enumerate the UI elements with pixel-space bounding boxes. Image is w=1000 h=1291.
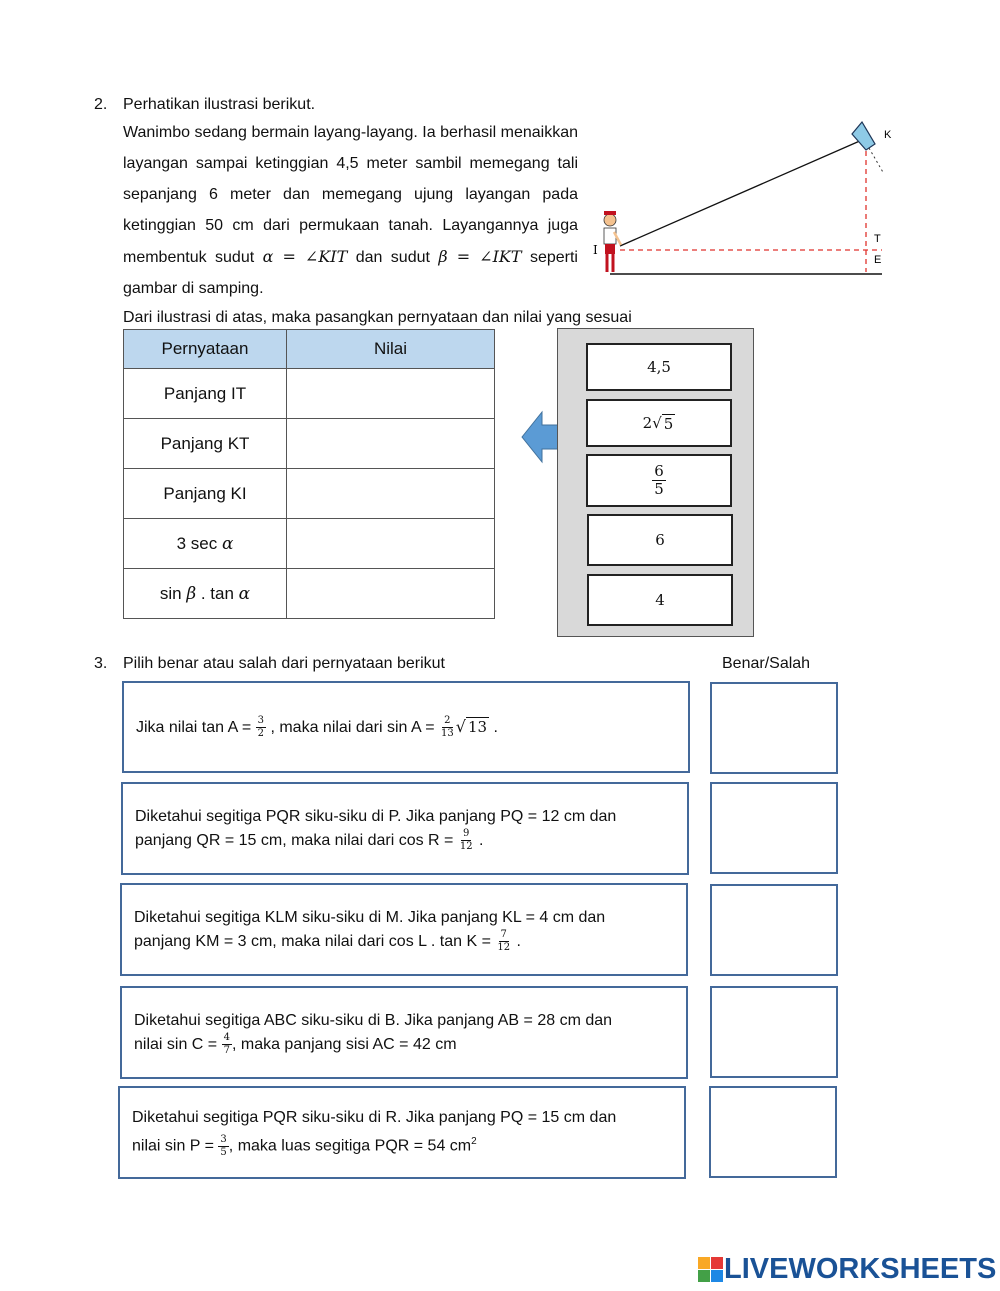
- question-title: Perhatikan ilustrasi berikut.: [123, 96, 316, 113]
- question-title: Pilih benar atau salah dari pernyataan berikut: [123, 655, 445, 672]
- table-row: [124, 369, 495, 419]
- kite-illustration: [590, 112, 895, 282]
- alpha-definition: α = ∠KIT: [262, 247, 348, 266]
- kite-tail: [869, 148, 884, 174]
- statement-box: Diketahui segitiga PQR siku-siku di P. Jika panjang PQ = 12 cm dan panjang QR = 15 cm, maka nilai dari cos R = $\frac{9}{12}$ .: [121, 782, 689, 875]
- option-card[interactable]: 6: [587, 514, 733, 566]
- answer-drop-cell[interactable]: [287, 369, 495, 419]
- answer-box[interactable]: [710, 884, 838, 976]
- table-row: [124, 519, 495, 569]
- statement-box: Diketahui segitiga ABC siku-siku di B. Jika panjang AB = 28 cm dan nilai sin C = $\frac{4}{7}$ , maka panjang sisi AC = 42 cm: [120, 986, 688, 1079]
- option-card[interactable]: 4,5: [586, 343, 732, 391]
- option-card[interactable]: 4: [587, 574, 733, 626]
- kite-icon: [852, 122, 875, 150]
- paragraph-text: Wanimbo sedang bermain layang-layang. Ia berhasil menaikkan layangan sampai ketinggian 4,5 meter sambil memegang tali sepanjang 6 meter dan memegang ujung layangan pada ketinggian 50 cm dari permukaan tanah. Layangannya juga membentuk sudut: [123, 124, 578, 266]
- answer-drop-cell[interactable]: [287, 419, 495, 469]
- match-table: [123, 329, 495, 619]
- table-row: [124, 419, 495, 469]
- paragraph-text: seperti gambar di samping.: [123, 249, 578, 297]
- question-paragraph: [123, 117, 578, 304]
- statement-cell: Panjang KI: [124, 469, 287, 519]
- header-pernyataan: Pernyataan: [124, 330, 287, 369]
- answer-box[interactable]: [710, 782, 838, 874]
- table-row: [124, 569, 495, 619]
- instruction-text: Dari ilustrasi di atas, maka pasangkan pernyataan dan nilai yang sesuai: [123, 309, 632, 326]
- person-icon: [604, 211, 621, 272]
- label-i: I: [593, 243, 598, 257]
- statement-box: Diketahui segitiga KLM siku-siku di M. Jika panjang KL = 4 cm dan panjang KM = 3 cm, maka nilai dari cos L . tan K = $\frac{7}{12}$ .: [120, 883, 688, 976]
- brand-text: LIVEWORKSHEETS: [724, 1253, 997, 1285]
- statement-box: Diketahui segitiga PQR siku-siku di R. Jika panjang PQ = 15 cm dan nilai sin P = $\frac{3}{5}$ , maka luas segitiga PQR = 54 $cm^2$: [118, 1086, 686, 1179]
- answer-box[interactable]: [710, 986, 838, 1078]
- table-header-row: [124, 330, 495, 369]
- statement-box: Jika nilai tan A = $\frac{3}{2}$ , maka nilai dari sin A = $\frac{2}{13}$ √ 13 .: [122, 681, 690, 773]
- statement-cell: sin β . tan α: [124, 569, 287, 619]
- options-panel: [557, 328, 754, 637]
- table-row: [124, 469, 495, 519]
- answer-drop-cell[interactable]: [287, 469, 495, 519]
- answer-box[interactable]: [709, 1086, 837, 1178]
- label-k: K: [884, 129, 892, 141]
- answer-drop-cell[interactable]: [287, 569, 495, 619]
- label-t: T: [874, 233, 881, 245]
- answer-drop-cell[interactable]: [287, 519, 495, 569]
- answer-box[interactable]: [710, 682, 838, 774]
- kite-string: [620, 140, 862, 246]
- statement-cell: 3 sec α: [124, 519, 287, 569]
- question-number: 2.: [94, 96, 108, 113]
- beta-definition: β = ∠IKT: [438, 247, 522, 266]
- paragraph-text: dan sudut: [355, 249, 430, 266]
- statement-cell: Panjang IT: [124, 369, 287, 419]
- statement-cell: Panjang KT: [124, 419, 287, 469]
- question-number: 3.: [94, 655, 108, 672]
- brand-logo: [698, 1253, 996, 1286]
- label-e: E: [874, 254, 882, 266]
- liveworksheets-logo-icon: [698, 1257, 724, 1283]
- benar-salah-header: Benar/Salah: [722, 655, 811, 672]
- option-card[interactable]: 2 √ 5: [586, 399, 732, 447]
- header-nilai: Nilai: [287, 330, 495, 369]
- option-card[interactable]: $\frac{6}{5}$: [586, 454, 732, 507]
